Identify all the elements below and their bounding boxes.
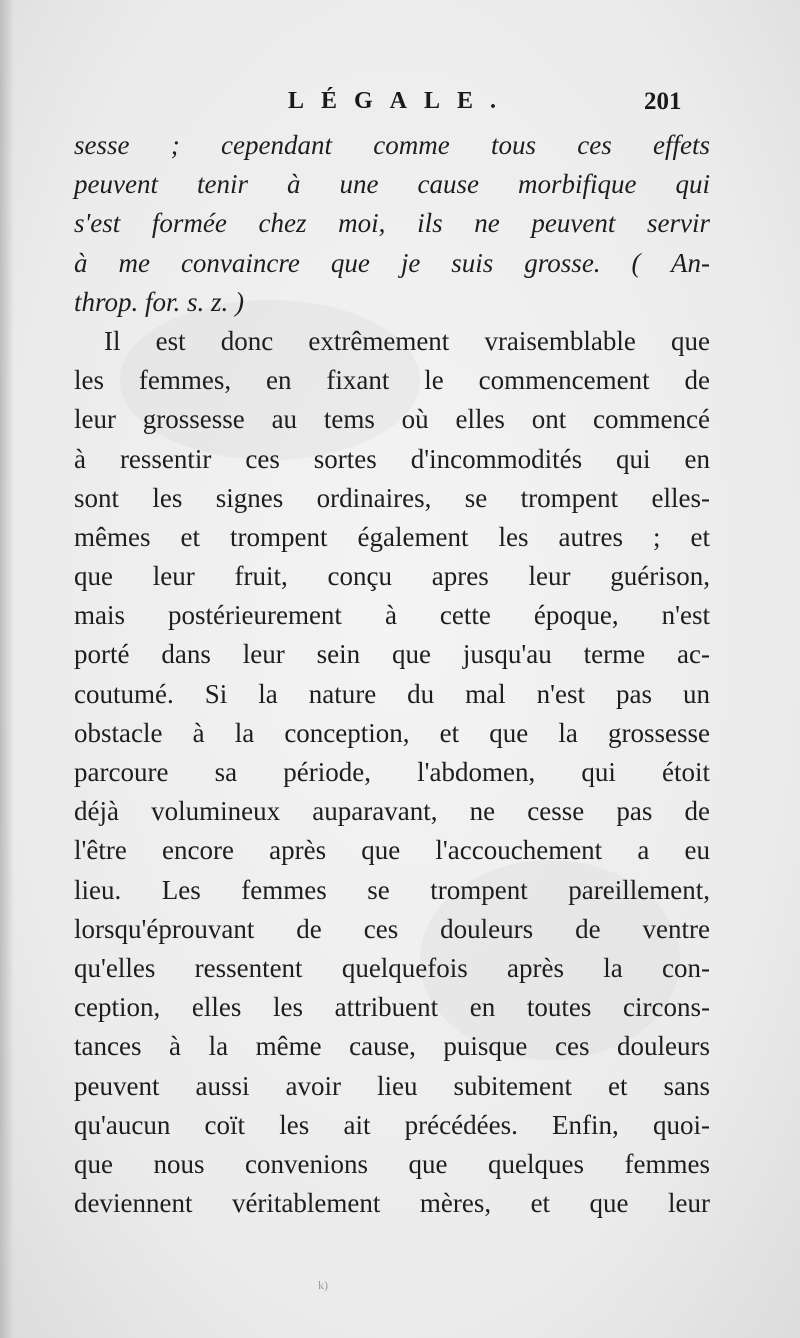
text-line: que nous convenions que quelques femmes: [74, 1148, 710, 1179]
text-line: mais postérieurement à cette époque, n'est: [74, 600, 710, 631]
text-line: qu'aucun coït les ait précédées. Enfin, quoi-: [74, 1109, 710, 1140]
text-line: throp. for. s. z. ): [74, 286, 245, 317]
text-line: lorsqu'éprouvant de ces douleurs de ventre: [74, 913, 710, 944]
running-head-title: LÉGALE.: [288, 88, 514, 114]
text-line: sont les signes ordinaires, se trompent elles-: [74, 482, 710, 513]
page-edge-shadow: [0, 0, 14, 1338]
text-line: ception, elles les attribuent en toutes circons-: [74, 992, 710, 1023]
text-line: à ressentir ces sortes d'incommodités qui en: [74, 443, 710, 474]
text-line: déjà volumineux auparavant, ne cesse pas de: [74, 796, 710, 827]
text-line: mêmes et trompent également les autres ; et: [74, 521, 710, 552]
text-line: que leur fruit, conçu apres leur guérison,: [74, 561, 710, 592]
text-line: à me convaincre que je suis grosse. ( An-: [74, 247, 710, 278]
text-line: leur grossesse au tems où elles ont commencé: [74, 404, 710, 435]
text-line: les femmes, en fixant le commencement de: [74, 365, 710, 396]
text-line: porté dans leur sein que jusqu'au terme ac-: [74, 639, 710, 670]
footer-mark: k): [318, 1278, 328, 1292]
text-line: obstacle à la conception, et que la grossesse: [74, 717, 710, 748]
text-line: peuvent aussi avoir lieu subitement et sans: [74, 1070, 710, 1101]
text-line: peuvent tenir à une cause morbifique qui: [74, 169, 710, 200]
text-line: sesse ; cependant comme tous ces effets: [74, 130, 710, 160]
text-line: s'est formée chez moi, ils ne peuvent servir: [74, 208, 710, 239]
page-number: 201: [644, 88, 682, 115]
text-line: tances à la même cause, puisque ces douleurs: [74, 1031, 710, 1062]
text-line: coutumé. Si la nature du mal n'est pas un: [74, 678, 710, 709]
text-line: l'être encore après que l'accouchement a eu: [74, 835, 710, 866]
text-line: lieu. Les femmes se trompent pareillement,: [74, 874, 710, 905]
text-line: Il est donc extrêmement vraisemblable que: [104, 325, 710, 356]
text-line: qu'elles ressentent quelquefois après la con-: [74, 952, 710, 983]
text-line: parcoure sa période, l'abdomen, qui étoit: [74, 757, 710, 787]
running-head: [0, 84, 800, 118]
body-text: [74, 126, 710, 1223]
text-line: deviennent véritablement mères, et que leur: [74, 1188, 710, 1219]
